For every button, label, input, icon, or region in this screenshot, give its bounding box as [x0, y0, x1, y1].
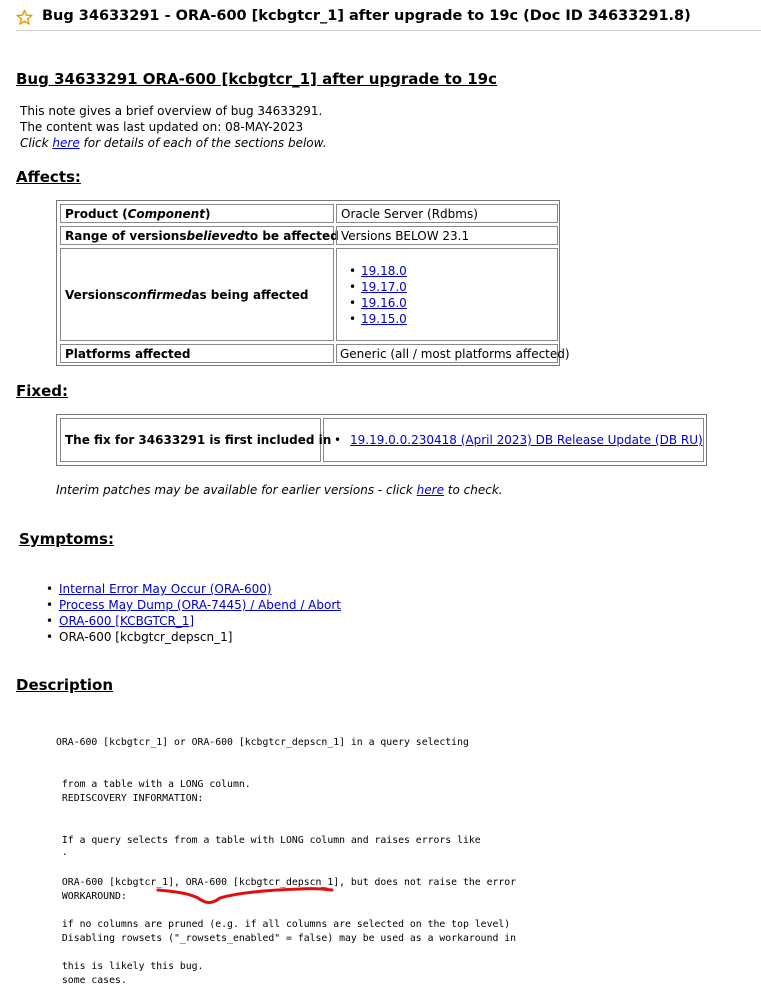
version-link[interactable]: 19.15.0	[361, 311, 407, 326]
description-line: if no columns are pruned (e.g. if all columns are selected on the top level)	[56, 919, 511, 930]
product-label: Product (	[65, 206, 128, 221]
platforms-value-cell: Generic (all / most platforms affected)	[336, 344, 558, 363]
product-value-cell: Oracle Server (Rdbms)	[336, 204, 558, 223]
confirmed-label-emphasis: confirmed	[122, 287, 192, 302]
intro-click-suffix: for details of each of the sections below.	[79, 136, 327, 150]
version-link[interactable]: 19.17.0	[361, 279, 407, 294]
product-label-cell	[60, 204, 334, 223]
confirmed-label-suffix: as being affected	[191, 287, 309, 302]
fix-release-item	[330, 432, 703, 448]
affects-heading: Affects:	[16, 168, 81, 186]
description-dot: .	[56, 847, 68, 858]
version-link[interactable]: 19.16.0	[361, 295, 407, 310]
version-item	[345, 311, 407, 327]
fix-release-list	[330, 432, 703, 448]
symptoms-list	[44, 581, 341, 645]
sections-help-link[interactable]: here	[52, 136, 80, 150]
symptom-item	[44, 581, 341, 597]
version-item	[345, 295, 407, 311]
fixed-heading: Fixed:	[16, 382, 68, 400]
red-underline-annotation	[150, 878, 340, 908]
symptoms-heading: Symptoms:	[19, 530, 114, 548]
range-label-cell	[60, 226, 339, 245]
title-bar	[16, 8, 761, 31]
document-title: Bug 34633291 - ORA-600 [kcbgtcr_1] after upgrade to 19c (Doc ID 34633291.8)	[42, 8, 691, 24]
interim-text: Interim patches may be available for earlier versions - click	[56, 483, 417, 497]
favorite-star-icon[interactable]	[16, 9, 33, 26]
description-line: Disabling rowsets ("_rowsets_enabled" = false) may be used as a workaround in	[56, 933, 517, 944]
range-label-emphasis: believed	[186, 228, 245, 243]
description-line: this is likely this bug.	[56, 961, 204, 972]
fix-label-cell: The fix for 34633291 is first included in	[60, 418, 321, 462]
symptom-link[interactable]: Process May Dump (ORA-7445) / Abend / Abort	[59, 598, 341, 612]
interim-text-suffix: to check.	[443, 483, 503, 497]
symptom-item	[44, 597, 341, 613]
description-line: ORA-600 [kcbgtcr_1], ORA-600 [kcbgtcr_depscn_1], but does not raise the error	[56, 877, 517, 888]
description-heading: Description	[16, 676, 114, 694]
intro-line-1: This note gives a brief overview of bug 34633291.	[20, 104, 323, 118]
symptom-item	[44, 629, 341, 645]
page-heading: Bug 34633291 ORA-600 [kcbgtcr_1] after upgrade to 19c	[16, 70, 498, 88]
intro-line-2: The content was last updated on: 08-MAY-2023	[20, 120, 304, 134]
symptom-link[interactable]: Internal Error May Occur (ORA-600)	[59, 582, 272, 596]
intro-click-text: Click	[20, 136, 53, 150]
product-label-close: )	[204, 206, 211, 221]
version-item	[345, 263, 407, 279]
range-label-suffix: to be affected	[244, 228, 339, 243]
interim-patches-link[interactable]: here	[416, 483, 444, 497]
description-line: If a query selects from a table with LONG column and raises errors like	[56, 835, 481, 846]
symptom-text: ORA-600 [kcbgtcr_depscn_1]	[59, 630, 233, 644]
interim-patches-note	[56, 483, 503, 497]
confirmed-label: Versions	[65, 287, 123, 302]
confirmed-versions-cell	[336, 248, 558, 341]
description-line: ORA-600 [kcbgtcr_1] or ORA-600 [kcbgtcr_depscn_1] in a query selecting	[56, 737, 469, 748]
platforms-label-cell: Platforms affected	[60, 344, 334, 363]
description-line: some cases.	[56, 975, 127, 986]
fix-release-cell	[323, 418, 704, 462]
version-item	[345, 279, 407, 295]
symptom-link[interactable]: ORA-600 [KCBGTCR_1]	[59, 614, 195, 628]
description-line: WORKAROUND:	[56, 891, 127, 902]
range-label: Range of versions	[65, 228, 187, 243]
description-line: from a table with a LONG column.	[56, 779, 251, 790]
affects-table	[56, 200, 570, 366]
version-link[interactable]: 19.18.0	[361, 263, 407, 278]
component-label: Component	[127, 206, 205, 221]
intro-line-3	[20, 136, 327, 150]
confirmed-versions-list	[345, 263, 407, 327]
symptom-item	[44, 613, 341, 629]
confirmed-label-cell	[60, 248, 334, 341]
range-value-cell: Versions BELOW 23.1	[336, 226, 558, 245]
fixed-table	[56, 414, 707, 466]
description-line: REDISCOVERY INFORMATION:	[56, 793, 204, 804]
release-update-link[interactable]: 19.19.0.0.230418 (April 2023) DB Release Update (DB RU)	[350, 433, 703, 447]
